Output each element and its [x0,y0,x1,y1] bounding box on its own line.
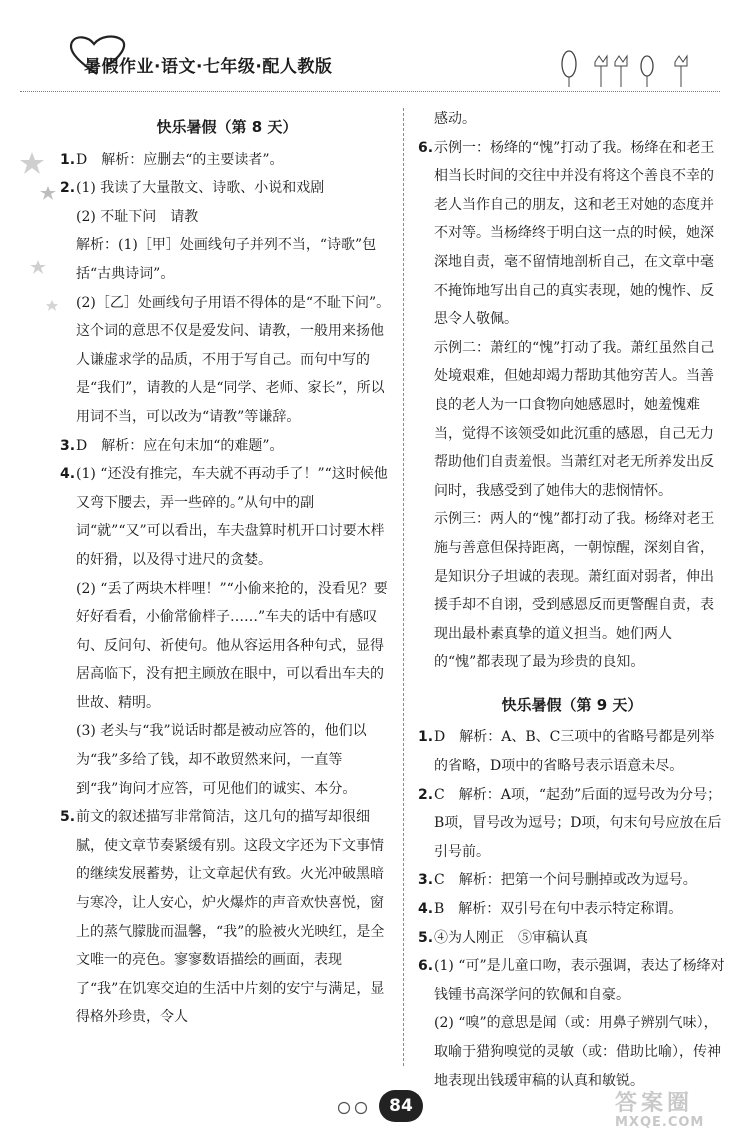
answer-line [60,432,394,461]
watermark-top: 答案圈 [615,1091,694,1116]
answer-line [418,895,726,924]
question-number: 3. [418,872,434,889]
question-number: 2. [418,786,434,803]
answer-text: B 解析：双引号在句中表示特定称谓。 [434,901,683,918]
right-column [418,105,726,1095]
page-ornament-icon [336,1101,376,1115]
answer-line [60,231,394,288]
left-column [60,105,394,1032]
page-header-title: 暑假作业·语文·七年级·配人教版 [84,57,333,77]
page-header [0,0,750,95]
section-title-day-8: 快乐暑假（第 8 天） [156,118,298,136]
answer-text: D 解析：应在句末加“的难题”。 [76,437,284,454]
answer-line [418,1009,726,1095]
answer-text: (2) 不耻下问 请教 [76,208,199,225]
answer-text: 感动。 [434,111,476,127]
question-number: 5. [418,929,434,946]
star-decoration-icon [18,150,64,320]
question-number: 5. [60,809,76,826]
question-number: 4. [418,901,434,918]
question-number: 1. [418,729,434,746]
answer-list-day-8 [60,146,394,1032]
answer-list-day-9 [418,723,726,1095]
question-number: 3. [60,437,76,454]
question-number: 6. [418,139,434,156]
answer-text: (1) 我读了大量散文、诗歌、小说和戏剧 [76,180,325,197]
answer-line [60,803,394,1032]
answer-line [418,924,726,953]
answer-line [60,460,394,574]
answer-line [60,146,394,175]
answer-text: (2) “丢了两块木柈哩！”“小偷来抢的，没看见？要好好看看，小偷常偷柈子……”车夫的话中有感叹句、反问句、祈使句。他从容运用各种句式，显得居高临下，没有把主顾放在眼中，可以看出车夫的世故、精明。 [76,580,388,711]
answer-line [418,866,726,895]
answer-text: 示例三：两人的“愧”都打动了我。杨绛对老王施与善意但保持距离，一朝惊醒，深刻自省，是知识分子坦诚的表现。萧红面对弱者，伸出援手却不自诩，受到感恩反而更警醒自责，表现出最朴素真挚的道义担当。她们两人的“愧”都表现了最为珍贵的良知。 [434,511,715,671]
header-divider [20,91,720,92]
answer-text: C 解析：把第一个问号删掉或改为逗号。 [434,872,697,889]
answer-line [60,289,394,432]
section-title-day-9: 快乐暑假（第 9 天） [501,695,643,714]
answer-text: C 解析：A项，“起劲”后面的逗号改为分号；B项，冒号改为逗号；D项，句末句号应放在后引号前。 [434,786,722,860]
answer-line [418,105,726,134]
watermark [615,1092,704,1130]
question-number: 2. [60,180,76,197]
answer-text: (2) “嗅”的意思是闻（或：用鼻子辨别气味），取喻于猎狗嗅觉的灵敏（或：借助比喻），传神地表现出钱瑗审稿的认真和敏锐。 [434,1015,721,1089]
answer-line [60,717,394,803]
answer-text: 示例二：萧红的“愧”打动了我。萧红虽然自己处境艰难，但她却竭力帮助其他穷苦人。当善良的老人为一口食物向她感恩时，她羞愧难当，觉得不该领受如此沉重的感恩，自己无力帮助他们自责羞恨。当萧红对老无所养发出反问时，我感受到了她伟大的悲悯情怀。 [434,339,715,499]
answer-text: 示例一：杨绛的“愧”打动了我。杨绛在和老王相当长时间的交往中并没有将这个善良不幸的老人当作自己的朋友，这和老王对她的态度并不对等。当杨绛终于明白这一点的时候，她深深地自责，毫不留情地剖析自己，在文章中毫不掩饰地写出自己的真实表现，她的愧怍、反思令人敬佩。 [434,139,715,328]
answer-text: (1) “还没有推完，车夫就不再动手了！”“这时候他又弯下腰去，弄一些碎的。”从句中的副词“就”“又”可以看出，车夫盘算时机开口讨要木柈的奸猾，以及得寸进尺的贪婪。 [76,466,388,568]
answer-text: (2)［乙］处画线句子用语不得体的是“不耻下问”。这个词的意思不仅是爱发问、请教，一般用来扬他人谦虚求学的品质，不用于写自己。而句中写的是“我们”，请教的人是“同学、老师、家长”，所以用词不当，可以改为“请教”等谦辞。 [76,294,391,425]
answer-line [418,334,726,506]
question-number: 4. [60,466,76,483]
answer-line [418,723,726,780]
answer-text: ④为人刚正 ⑤审稿认真 [434,929,588,946]
answer-line [60,174,394,203]
answer-text: (3) 老头与“我”说话时都是被动应答的，他们以为“我”多给了钱，却不敢贸然来问，一直等到“我”询问才应答，可见他们的诚实、本分。 [76,723,367,797]
plant-decoration-icon [555,48,725,88]
answer-text: 前文的叙述描写非常简洁，这几句的描写却很细腻，使文章节奏紧缓有别。这段文字还为下文事情的继续发展蓄势，让文章起伏有致。火光冲破黑暗与寒冷，让人安心，炉火爆炸的声音欢快喜悦，窗上的蒸气朦胧而温馨，“我”的脸被火光映红，是全文唯一的亮色。寥寥数语描绘的画面，表现了“我”在饥寒交迫的生活中片刻的安宁与满足，显得格外珍贵，令人 [76,809,385,1026]
answer-text: (1) “可”是儿童口吻，表示强调，表达了杨绛对钱锺书高深学问的钦佩和自豪。 [434,958,725,1003]
answer-text: 解析：(1)［甲］处画线句子并列不当，“诗歌”包括“古典诗词”。 [76,237,377,282]
answer-line [418,134,726,334]
answer-line [418,781,726,867]
question-number: 6. [418,958,434,975]
page-number: 84 [379,1090,423,1122]
answer-line [60,575,394,718]
answer-text: D 解析：A、B、C三项中的省略号都是列举的省略，D项中的省略号表示语意未尽。 [434,729,715,775]
watermark-bottom: MXQE.COM [615,1115,705,1131]
answer-continuation [418,105,726,677]
answer-line [418,952,726,1009]
question-number: 1. [60,151,76,168]
answer-line [60,203,394,232]
answer-line [418,505,726,677]
answer-text: D 解析：应删去“的主要读者”。 [76,151,284,168]
column-divider [403,108,404,1066]
